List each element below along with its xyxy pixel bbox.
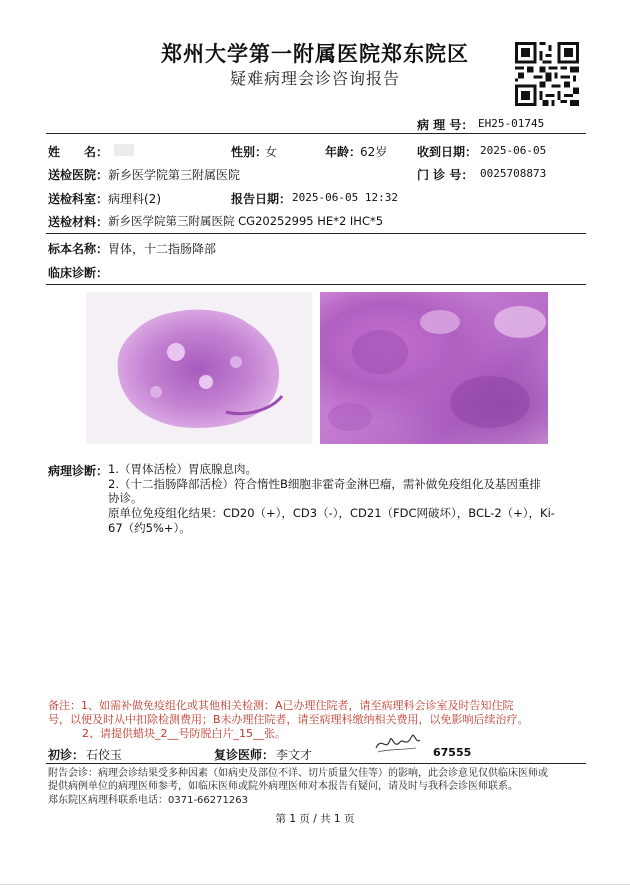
received-label: 收到日期： bbox=[417, 145, 478, 159]
diagnosis-line-1: 1.（胃体活检）胃底腺息肉。 bbox=[108, 462, 257, 476]
note-line-2: 提供病例单位的病理医师参考，如临床医师或院外病理医师对本报告有疑问，请及时与我科会诊医师联系。 bbox=[48, 781, 518, 792]
material-label: 送检材料： bbox=[48, 215, 109, 229]
specimen-value: 胃体，十二指肠降部 bbox=[108, 242, 217, 256]
diagnosis-label: 病理诊断： bbox=[48, 464, 109, 478]
handwritten-signature bbox=[372, 730, 424, 756]
initial-doctor-name: 石佼玉 bbox=[86, 748, 123, 762]
histology-image-low-power bbox=[86, 292, 312, 444]
dept-label: 送检科室： bbox=[48, 192, 109, 206]
report-date-value: 2025-06-05 12:32 bbox=[292, 191, 398, 204]
hospital-title: 郑州大学第一附属医院郑东院区 bbox=[161, 41, 469, 66]
pathology-no-value: EH25-01745 bbox=[478, 117, 545, 130]
age-value: 62岁 bbox=[360, 145, 388, 159]
gender-value: 女 bbox=[265, 145, 278, 159]
remark-line-3: 2、请提供蜡块_2__号防脱白片_15__张。 bbox=[82, 727, 286, 740]
sending-hospital-label: 送检医院： bbox=[48, 168, 109, 182]
report-title: 疑难病理会诊咨询报告 bbox=[229, 69, 400, 88]
name-redacted bbox=[114, 144, 134, 156]
histology-image-high-power bbox=[320, 292, 548, 444]
name-label: 姓 名： bbox=[48, 145, 109, 159]
clinic-no-label: 门 诊 号： bbox=[417, 168, 474, 182]
specimen-label: 标本名称： bbox=[48, 242, 109, 256]
diagnosis-line-2a: 2.（十二指肠降部活检）符合惰性B细胞非霍奇金淋巴瘤，需补做免疫组化及基因重排 bbox=[108, 477, 541, 491]
page-number: 第 1 页 / 共 1 页 bbox=[275, 813, 355, 825]
age-label: 年龄： bbox=[325, 145, 362, 159]
dept-value: 病理科(2) bbox=[108, 192, 161, 206]
signature-divider bbox=[46, 763, 586, 764]
remark-line-1: 备注：1、如需补做免疫组化或其他相关检测：A已办理住院者，请至病理科会诊室及时告知住院 bbox=[48, 699, 514, 712]
report-date-label: 报告日期： bbox=[231, 192, 292, 206]
qr-code-icon bbox=[515, 42, 579, 106]
remark-line-2: 号，以便及时从中扣除检测费用；B未办理住院者，请至病理科缴纳相关费用，以免影响后续治疗。 bbox=[48, 713, 529, 726]
received-value: 2025-06-05 bbox=[480, 144, 547, 157]
diagnosis-line-2b: 协诊。 bbox=[108, 491, 143, 505]
initial-doctor-label: 初诊： bbox=[48, 748, 85, 762]
material-value: 新乡医学院第三附属医院 CG20252995 HE*2 IHC*5 bbox=[108, 214, 384, 228]
gender-label: 性别： bbox=[231, 145, 268, 159]
sending-hospital-value: 新乡医学院第三附属医院 bbox=[108, 168, 241, 182]
clinical-label: 临床诊断： bbox=[48, 266, 109, 280]
header-divider bbox=[46, 133, 586, 134]
page-bottom-edge bbox=[0, 884, 630, 885]
ihc-line-b: 67（约5%+）。 bbox=[108, 521, 191, 535]
ihc-line-a: 原单位免疫组化结果：CD20（+），CD3（-），CD21（FDC网破坏），BCL-2（+），Ki- bbox=[108, 506, 555, 520]
info-divider bbox=[46, 233, 586, 234]
specimen-divider bbox=[46, 284, 586, 285]
contact-phone: 郑东院区病理科联系电话：0371-66271263 bbox=[48, 795, 248, 806]
review-doctor-name: 李文才 bbox=[276, 748, 313, 762]
pathology-no-label: 病 理 号： bbox=[417, 118, 474, 132]
clinic-no-value: 0025708873 bbox=[480, 167, 547, 180]
doctor-code: 67555 bbox=[433, 746, 472, 759]
review-doctor-label: 复诊医师： bbox=[214, 748, 275, 762]
note-line-1: 附告会诊：病理会诊结果受多种因素（如病史及部位不详、切片质量欠佳等）的影响，此会诊意见仅供临床医师或 bbox=[48, 768, 548, 779]
